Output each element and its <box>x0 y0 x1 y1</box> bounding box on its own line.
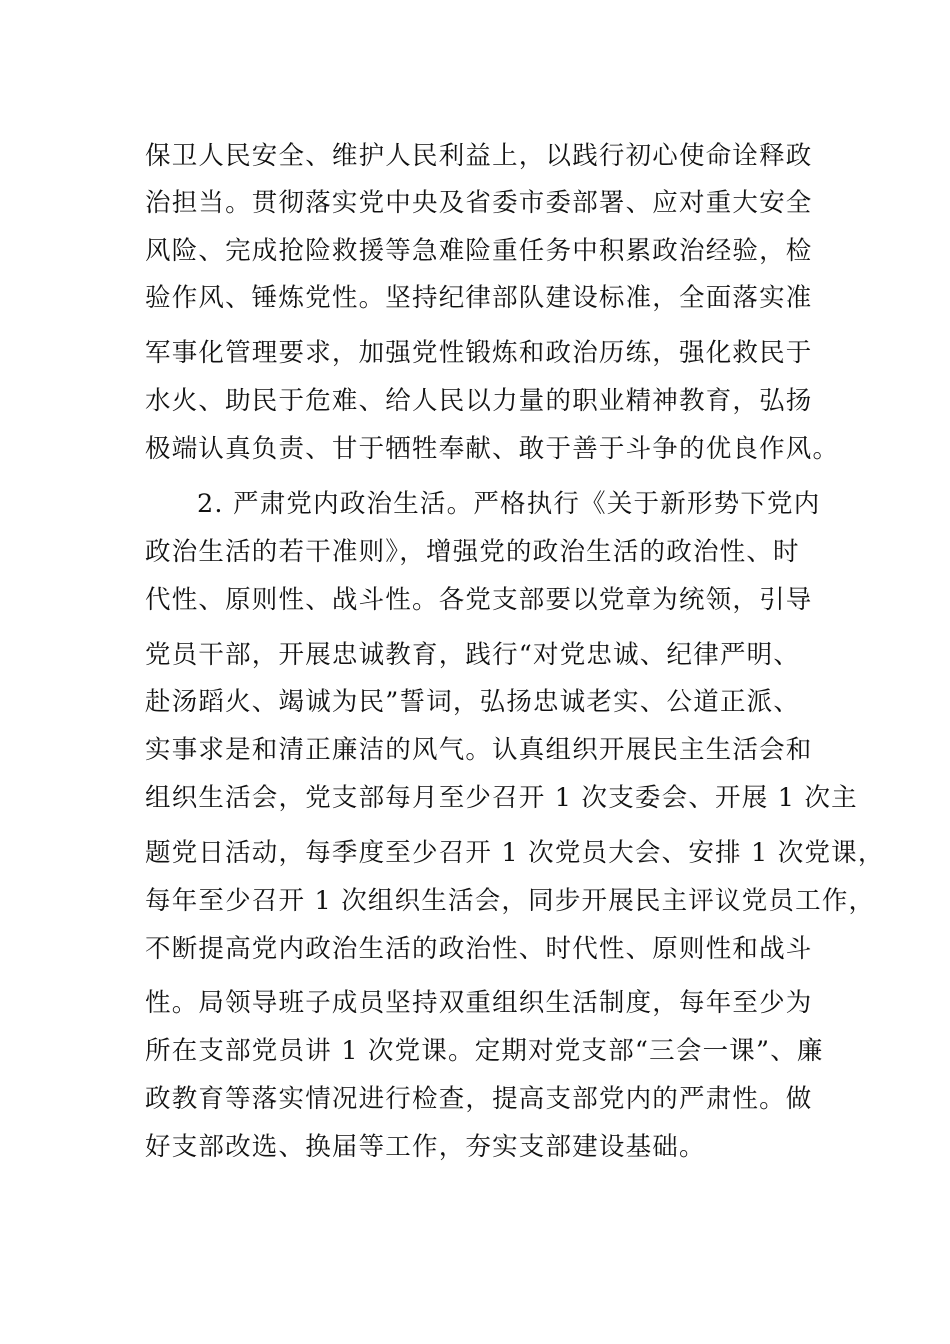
text-line: 题党日活动，每季度至少召开 1 次党员大会、安排 1 次党课， <box>145 838 885 868</box>
text-line: 军事化管理要求，加强党性锻炼和政治历练，强化救民于 <box>145 338 813 368</box>
text-line: 不断提高党内政治生活的政治性、时代性、原则性和战斗 <box>145 934 813 964</box>
text-line: 党员干部，开展忠诚教育，践行“对党忠诚、纪律严明、 <box>145 640 801 670</box>
text-line: 赴汤蹈火、竭诚为民”誓词，弘扬忠诚老实、公道正派、 <box>145 687 801 717</box>
text-line: 极端认真负责、甘于牺牲奉献、敢于善于斗争的优良作风。 <box>145 434 840 464</box>
text-line: 验作风、锤炼党性。坚持纪律部队建设标准，全面落实准 <box>145 283 813 313</box>
text-line: 治担当。贯彻落实党中央及省委市委部署、应对重大安全 <box>145 188 813 218</box>
text-line: 政教育等落实情况进行检查，提高支部党内的严肃性。做 <box>145 1084 813 1114</box>
text-line: 好支部改选、换届等工作，夯实支部建设基础。 <box>145 1132 706 1162</box>
text-line: 组织生活会，党支部每月至少召开 1 次支委会、开展 1 次主 <box>145 783 858 813</box>
paragraph-heading: 2. 严肃党内政治生活。严格执行《关于新形势下党内 <box>197 489 821 519</box>
text-line: 实事求是和清正廉洁的风气。认真组织开展民主生活会和 <box>145 735 813 765</box>
text-line: 水火、助民于危难、给人民以力量的职业精神教育，弘扬 <box>145 386 813 416</box>
text-line: 每年至少召开 1 次组织生活会，同步开展民主评议党员工作， <box>145 886 876 916</box>
text-line: 保卫人民安全、维护人民利益上，以践行初心使命诠释政 <box>145 141 813 171</box>
text-line: 所在支部党员讲 1 次党课。定期对党支部“三会一课”、廉 <box>145 1036 824 1066</box>
text-line: 政治生活的若干准则》，增强党的政治生活的政治性、时 <box>145 537 800 567</box>
text-line: 性。局领导班子成员坚持双重组织生活制度，每年至少为 <box>145 988 813 1018</box>
text-line: 风险、完成抢险救援等急难险重任务中积累政治经验，检 <box>145 236 813 266</box>
text-line: 代性、原则性、战斗性。各党支部要以党章为统领，引导 <box>145 585 813 615</box>
